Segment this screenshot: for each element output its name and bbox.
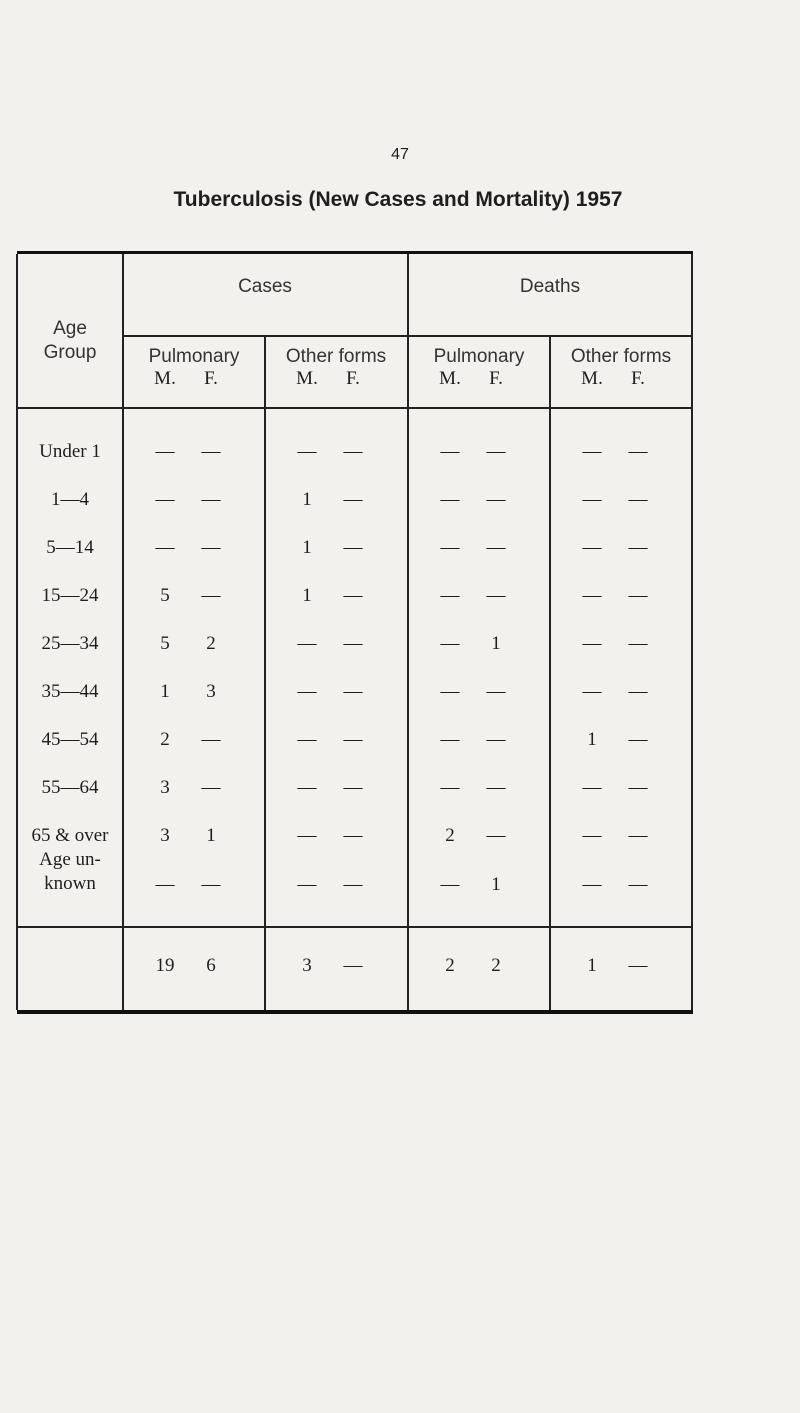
table-cell: — (201, 777, 221, 798)
deaths-header: Deaths (519, 276, 581, 297)
table-cell: 1 (491, 874, 501, 895)
table-cell: — (582, 825, 602, 846)
table-cell: — (582, 874, 602, 895)
table-cell: — (201, 585, 221, 606)
total-cell: 19 (155, 955, 175, 976)
table-cell: — (297, 777, 317, 798)
sex-label-m: M. (439, 368, 461, 389)
table-cell: — (628, 729, 648, 750)
cases-subdivider (264, 336, 266, 1010)
table-cell: — (628, 777, 648, 798)
table-cell: — (201, 489, 221, 510)
sex-label-f: F. (346, 368, 360, 389)
table-cell: — (440, 729, 460, 750)
total-cell: 3 (302, 955, 312, 976)
total-cell: 1 (587, 955, 597, 976)
table-cell: — (582, 441, 602, 462)
table-cell: — (628, 585, 648, 606)
table-cell: — (582, 777, 602, 798)
table-cell: — (155, 441, 175, 462)
table-cell: — (486, 729, 506, 750)
sex-label-f: F. (204, 368, 218, 389)
total-cell: 6 (206, 955, 216, 976)
table-cell: — (628, 633, 648, 654)
sex-label-m: M. (154, 368, 176, 389)
table-cell: — (343, 825, 363, 846)
table-cell: 1 (160, 681, 170, 702)
age-group-label: 45—54 (41, 729, 99, 750)
table-cell: — (628, 825, 648, 846)
table-cell: 2 (206, 633, 216, 654)
cases-header: Cases (238, 276, 292, 297)
table-cell: — (440, 585, 460, 606)
table-cell: — (582, 633, 602, 654)
table-cell: — (486, 537, 506, 558)
table-cell: — (297, 729, 317, 750)
table-cell: — (343, 729, 363, 750)
table-cell: — (343, 489, 363, 510)
age-group-label: 5—14 (46, 537, 94, 558)
table-cell: — (628, 874, 648, 895)
table-cell: — (297, 825, 317, 846)
table-cell: — (201, 874, 221, 895)
table-cell: — (201, 441, 221, 462)
table-cell: — (440, 537, 460, 558)
table-cell: 1 (302, 489, 312, 510)
age-group-label: 65 & over (31, 825, 109, 846)
group-header-divider (122, 335, 693, 337)
table-cell: — (440, 489, 460, 510)
cases-other-forms-header: Other forms (285, 346, 387, 367)
table-cell: — (486, 777, 506, 798)
table-cell: 5 (160, 585, 170, 606)
age-header-line1: Age (53, 318, 87, 339)
age-group-label: 1—4 (51, 489, 89, 510)
table-cell: — (343, 681, 363, 702)
age-group-label: 25—34 (41, 633, 99, 654)
age-group-label: Under 1 (39, 441, 101, 462)
deaths-pulmonary-header: Pulmonary (433, 346, 525, 367)
total-cell: — (628, 955, 648, 976)
total-cell: 2 (445, 955, 455, 976)
table-cell: 5 (160, 633, 170, 654)
table-cell: — (582, 489, 602, 510)
totals-top-rule (16, 926, 693, 928)
table-cell: 3 (160, 825, 170, 846)
table-bottom-rule (17, 1010, 693, 1014)
table-cell: — (582, 681, 602, 702)
table-cell: 2 (445, 825, 455, 846)
table-cell: — (628, 537, 648, 558)
table-cell: — (343, 777, 363, 798)
header-bottom-rule (16, 407, 693, 409)
table-left-border (16, 254, 18, 1010)
table-cell: — (486, 441, 506, 462)
sex-label-m: M. (581, 368, 603, 389)
age-group-label: 35—44 (41, 681, 99, 702)
table-cell: — (628, 441, 648, 462)
table-cell: — (201, 729, 221, 750)
age-group-label: 55—64 (41, 777, 99, 798)
table-cell: — (155, 537, 175, 558)
sex-label-f: F. (489, 368, 503, 389)
table-cell: — (582, 537, 602, 558)
table-cell: 3 (160, 777, 170, 798)
total-cell: — (343, 955, 363, 976)
table-cell: — (343, 537, 363, 558)
deaths-subdivider (549, 336, 551, 1010)
table-cell: — (486, 585, 506, 606)
table-cell: — (155, 874, 175, 895)
table-cell: — (343, 874, 363, 895)
table-cell: 1 (491, 633, 501, 654)
table-cell: — (297, 874, 317, 895)
table-top-rule (17, 251, 693, 254)
table-cell: — (440, 633, 460, 654)
table-cell: — (201, 537, 221, 558)
table-cell: — (440, 874, 460, 895)
table-cell: — (486, 681, 506, 702)
table-cell: — (486, 489, 506, 510)
table-cell: — (297, 681, 317, 702)
table-cell: — (628, 489, 648, 510)
table-cell: — (582, 585, 602, 606)
sex-label-f: F. (631, 368, 645, 389)
table-cell: 2 (160, 729, 170, 750)
table-cell: — (343, 633, 363, 654)
table-cell: — (440, 441, 460, 462)
table-cell: — (486, 825, 506, 846)
table-cell: 1 (206, 825, 216, 846)
table-cell: — (155, 489, 175, 510)
table-cell: — (343, 585, 363, 606)
table-cell: 1 (302, 585, 312, 606)
table-cell: — (343, 441, 363, 462)
table-cell: — (297, 633, 317, 654)
deaths-other-forms-header: Other forms (570, 346, 672, 367)
age-group-label: 15—24 (41, 585, 99, 606)
age-group-label: Age un- known (39, 849, 101, 894)
table-cell: — (440, 777, 460, 798)
total-cell: 2 (491, 955, 501, 976)
page-title: Tuberculosis (New Cases and Mortality) 1957 (173, 188, 623, 211)
table-cell: 1 (587, 729, 597, 750)
sex-label-m: M. (296, 368, 318, 389)
table-cell: — (440, 681, 460, 702)
page-number: 47 (391, 146, 409, 163)
table-cell: — (628, 681, 648, 702)
table-cell: 1 (302, 537, 312, 558)
table-cell: — (297, 441, 317, 462)
age-header-line2: Group (43, 342, 97, 363)
table-cell: 3 (206, 681, 216, 702)
cases-pulmonary-header: Pulmonary (148, 346, 240, 367)
